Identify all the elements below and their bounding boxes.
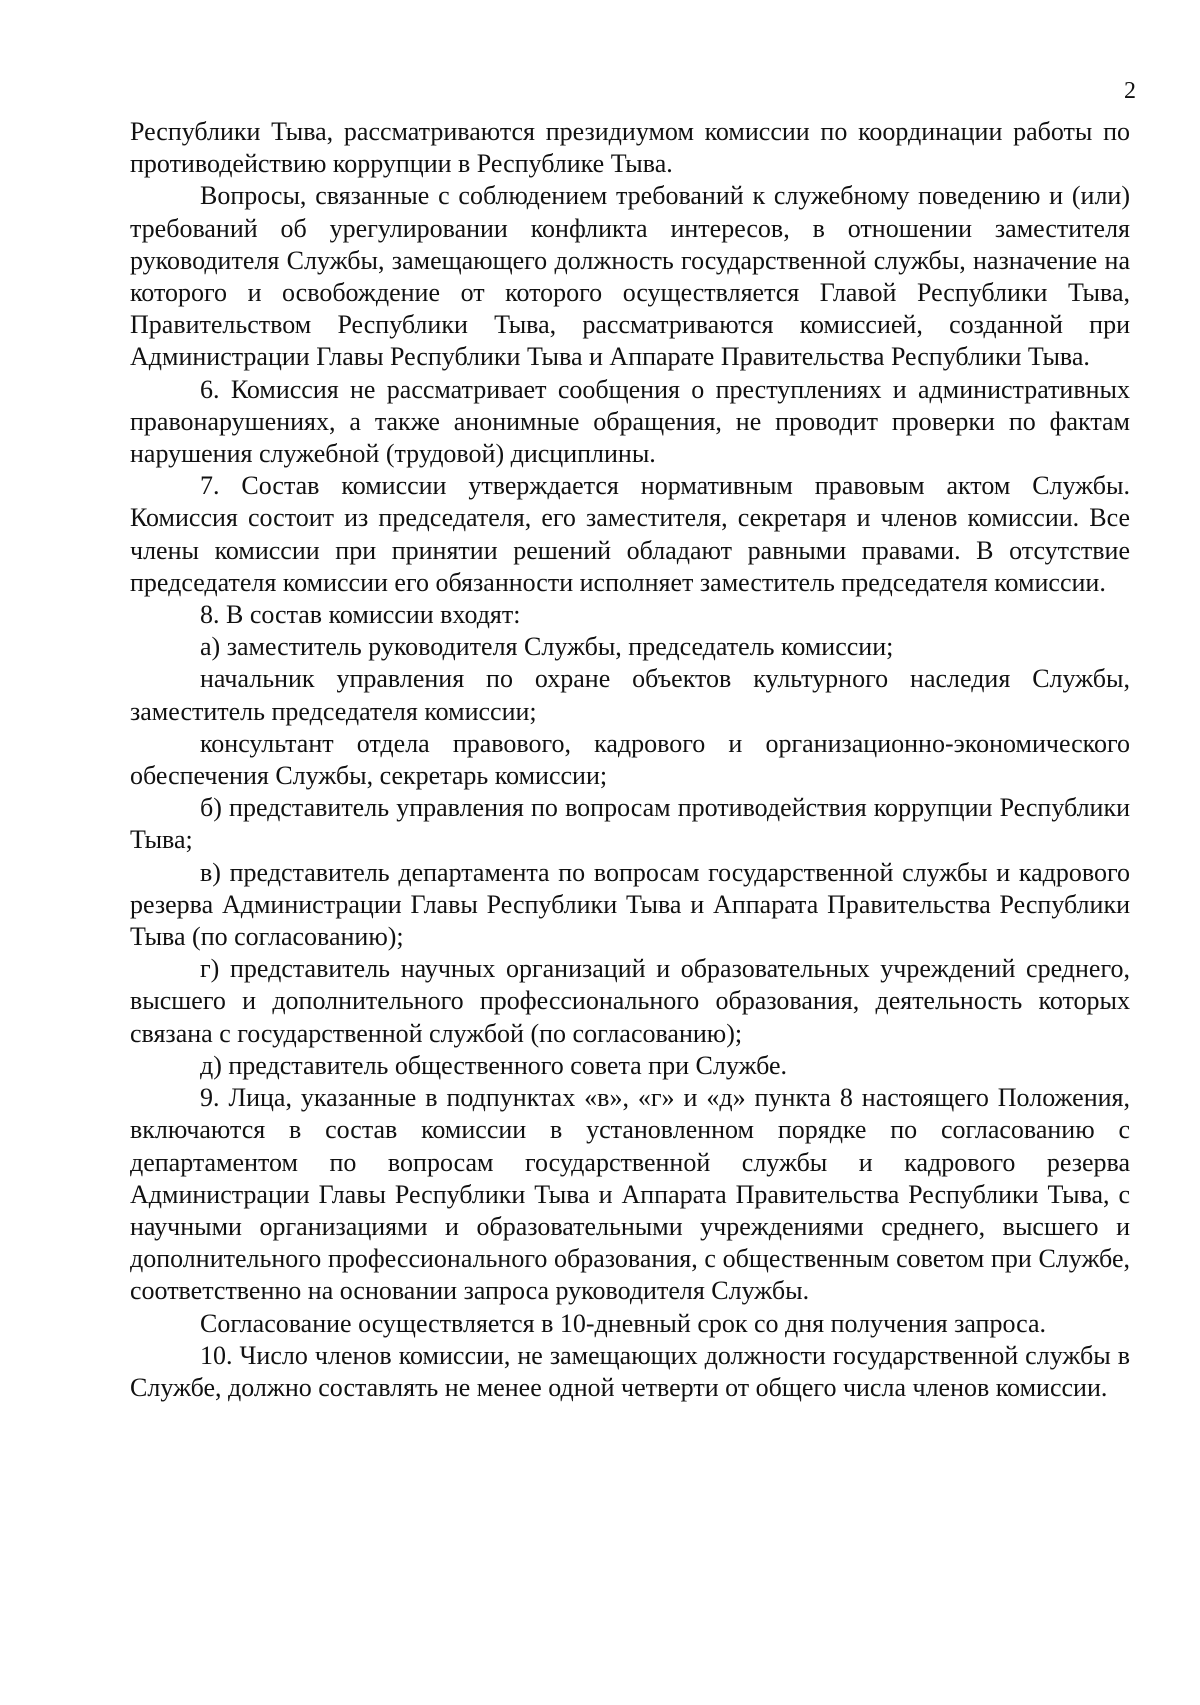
paragraph: 8. В состав комиссии входят: [200,600,521,630]
paragraph: 6. Комиссия не рассматривает сообщения о преступлениях и административных правонарушениях, а также анонимные обращения, не проводит проверки по фактам нарушения служебной (трудовой) дисциплины. [130,374,1130,469]
paragraph: Согласование осуществляется в 10-дневный срок со дня получения запроса. [200,1308,1047,1338]
paragraph: а) заместитель руководителя Службы, председатель комиссии; [200,632,894,662]
page-number: 2 [1124,78,1136,104]
document-body [130,116,1130,1404]
paragraph: б) представитель управления по вопросам противодействия коррупции Республики Тыва; [130,793,1130,855]
paragraph: 9. Лица, указанные в подпунктах «в», «г» и «д» пункта 8 настоящего Положения, включаются в состав комиссии в установленном порядке по согласованию с департаментом по вопросам государственной службы и кадрового резерва Администрации Главы Республики Тыва и Аппарата Правительства Республики Тыва, с научными организациями и образовательными учреждениями среднего, высшего и дополнительного профессионального образования, с общественным советом при Службе, соответственно на основании запроса руководителя Службы. [130,1083,1130,1306]
paragraph: консультант отдела правового, кадрового и организационно-экономического обеспечения Службы, секретарь комиссии; [130,728,1130,791]
paragraph: в) представитель департамента по вопросам государственной службы и кадрового резерва Администрации Главы Республики Тыва и Аппарата Правительства Республики Тыва (по согласованию); [130,857,1130,952]
paragraph: г) представитель научных организаций и образовательных учреждений среднего, высшего и дополнительного профессионального образования, деятельность которых связана с государственной службой (по согласованию); [130,954,1130,1048]
paragraph: Вопросы, связанные с соблюдением требований к служебному поведению и (или) требований об урегулировании конфликта интересов, в отношении заместителя руководителя Службы, замещающего должность государственной службы, назначение на которого и освобождение от которого осуществляется Главой Республики Тыва, Правительством Республики Тыва, рассматриваются комиссией, созданной при Администрации Главы Республики Тыва и Аппарате Правительства Республики Тыва. [130,181,1130,372]
paragraph: начальник управления по охране объектов культурного наследия Службы, заместитель председателя комиссии; [130,664,1130,726]
paragraph: 10. Число членов комиссии, не замещающих должности государственной службы в Службе, должно составлять не менее одной четверти от общего числа членов комиссии. [130,1340,1130,1402]
paragraph: 7. Состав комиссии утверждается нормативным правовым актом Службы. Комиссия состоит из председателя, его заместителя, секретаря и членов комиссии. Все члены комиссии при принятии решений обладают равными правами. В отсутствие председателя комиссии его обязанности исполняет заместитель председателя комиссии. [130,471,1130,597]
paragraph: д) представитель общественного совета при Службе. [200,1050,788,1080]
paragraph: Республики Тыва, рассматриваются президиумом комиссии по координации работы по противодействию коррупции в Республике Тыва. [130,117,1130,179]
